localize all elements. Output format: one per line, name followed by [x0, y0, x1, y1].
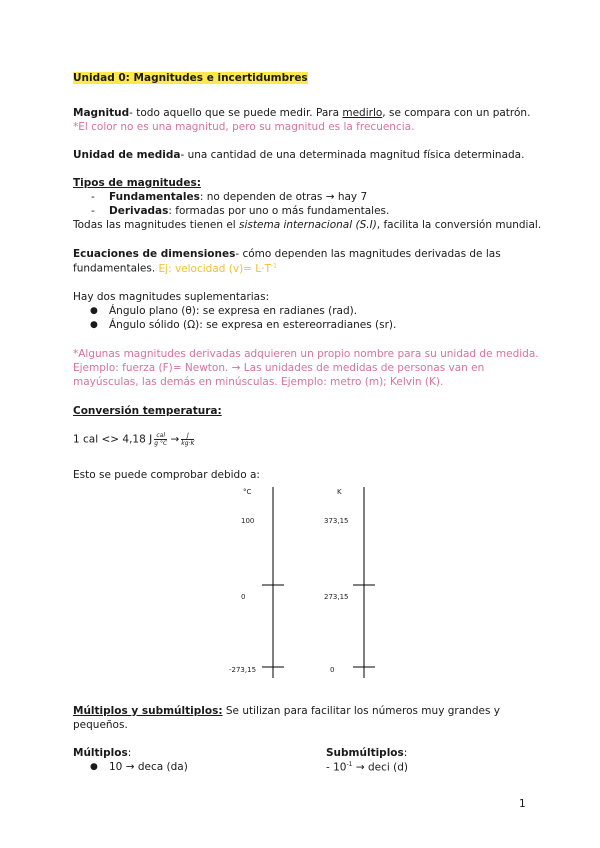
si-b: , facilita la conversión mundial. [376, 219, 542, 231]
celsius-label: -273,15 [229, 666, 257, 674]
suplementarias-item: Ángulo sólido (Ω): se expresa en estereorradianes (sr). [109, 319, 397, 331]
dash-marker: - [91, 205, 95, 217]
multiplos-colon: : [127, 747, 132, 759]
bullet-marker: ● [90, 320, 98, 330]
submultiplos-exponent: -1 [346, 761, 353, 768]
kelvin-unit-label: K [337, 488, 342, 496]
unidad-term: Unidad de medida [73, 149, 181, 161]
multiplos-label: Múltiplos [73, 747, 128, 759]
magnitud-term: Magnitud [73, 107, 130, 119]
conversion-heading: Conversión temperatura: [73, 405, 222, 417]
nota-derivadas-line: Ejemplo: fuerza (F)= Newton. → Las unidades de medidas de personas van en [73, 362, 485, 374]
fraction-denominator: kg·K [181, 440, 195, 447]
conversion-check: Esto se puede comprobar debido a: [73, 469, 260, 481]
conversion-formula-text: 1 cal <> 4,18 J [73, 433, 153, 446]
celsius-unit-label: °C [243, 488, 252, 496]
kelvin-label: 373,15 [324, 517, 349, 525]
page-number: 1 [519, 798, 526, 810]
submultiplos-item [326, 761, 408, 774]
multiplos-desc-line2: pequeños. [73, 719, 128, 731]
ecuaciones-def-a: - cómo dependen las magnitudes derivadas de las [235, 248, 501, 260]
tipos-heading: Tipos de magnitudes: [73, 177, 201, 189]
multiplos-column-title [73, 747, 131, 759]
tipos-item-text: : no dependen de otras → hay 7 [199, 191, 368, 203]
kelvin-label: 273,15 [324, 593, 349, 601]
submultiplos-colon: : [403, 747, 408, 759]
si-a: Todas las magnitudes tienen el [73, 219, 240, 231]
multiplos-item: 10 → deca (da) [109, 761, 188, 773]
multiplos-intro [73, 705, 500, 717]
tipos-item-term: Fundamentales [109, 191, 200, 203]
arrow-icon: → [170, 433, 180, 446]
suplementarias-intro: Hay dos magnitudes suplementarias: [73, 291, 270, 303]
nota-derivadas-line: *Algunas magnitudes derivadas adquieren un propio nombre para su unidad de medida. [73, 348, 539, 360]
tipos-item-text: : formadas por uno o más fundamentales. [168, 205, 390, 217]
bullet-marker: ● [90, 762, 98, 772]
magnitud-def-b: , se compara con un patrón. [382, 107, 531, 119]
celsius-label: 0 [241, 593, 246, 601]
magnitud-note: *El color no es una magnitud, pero su magnitud es la frecuencia. [73, 121, 415, 133]
magnitud-def-underlined: medirlo [342, 107, 383, 119]
dash-marker: - [91, 191, 95, 203]
kelvin-label: 0 [330, 666, 335, 674]
nota-derivadas-line: mayúsculas, las demás en minúsculas. Ejemplo: metro (m); Kelvin (K). [73, 376, 444, 388]
ecuaciones-def-b: fundamentales. [73, 262, 156, 275]
submultiplos-item-b: → deci (d) [352, 761, 408, 774]
multiplos-desc-a: Se utilizan para facilitar los números muy grandes y [222, 705, 500, 717]
multiplos-heading: Múltiplos y submúltiplos: [73, 705, 223, 717]
ecuaciones-term: Ecuaciones de dimensiones [73, 248, 236, 260]
fraction-denominator: g °C [154, 440, 168, 447]
submultiplos-item-a: - 10 [326, 761, 347, 774]
fraction-numerator: J [181, 432, 194, 440]
magnitud-def-a: - todo aquello que se puede medir. Para [129, 107, 343, 119]
celsius-label: 100 [241, 517, 255, 525]
submultiplos-label: Submúltiplos [326, 747, 404, 759]
fraction-numerator: cal [154, 432, 167, 440]
unidad-def: - una cantidad de una determinada magnitud física determinada. [180, 149, 525, 161]
si-italic: sistema internacional (S.I) [239, 219, 377, 231]
ecuaciones-example-exponent: -1 [270, 262, 277, 269]
tipos-item-term: Derivadas [109, 205, 169, 217]
bullet-marker: ● [90, 306, 98, 316]
page-title: Unidad 0: Magnitudes e incertidumbres [73, 72, 308, 84]
suplementarias-item: Ángulo plano (θ): se expresa en radianes (rad). [109, 305, 358, 317]
ecuaciones-example-text: Ej: velocidad (v)= L·T [158, 262, 271, 275]
submultiplos-column-title [326, 747, 407, 759]
